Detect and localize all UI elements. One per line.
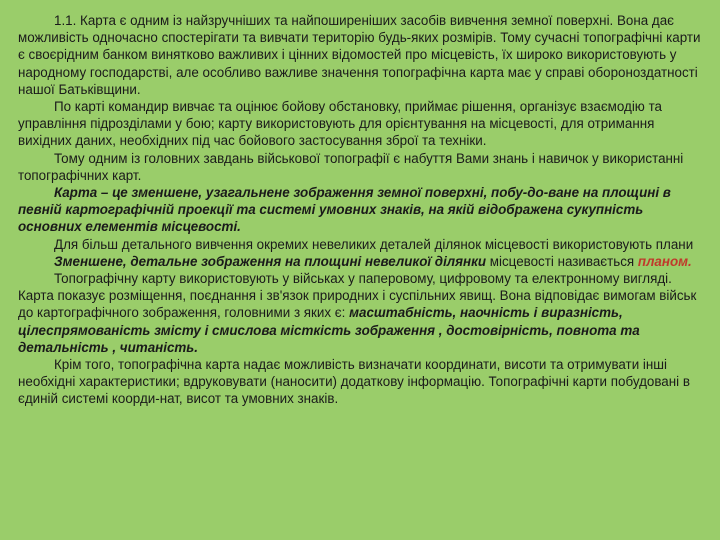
plan-term: планом. <box>637 253 692 269</box>
plan-definition-plain: місцевості називається <box>486 253 638 269</box>
paragraph-task: Тому одним із головних завдань військової топографії є набуття Вами знань і навичок у використанні топографічних карт. <box>18 150 684 183</box>
paragraph-map-usage <box>18 270 706 356</box>
slide-text <box>18 12 706 408</box>
paragraph-plan-definition <box>18 253 706 270</box>
map-usage-plain: Топографічну карту використовують у військах у паперовому, цифровому та електронному вигляді. Карта показує розміщення, поєднання і зв'язок природних і суспільних явищ. Вона відповідає вимогам військ до картографічного зображення, головними з яких є: <box>18 271 697 321</box>
paragraph-intro: 1.1. Карта є одним із найзручніших та найпоширеніших засобів вивчення земної поверхні. Вона дає можливість одночасно спостерігати та вивчати територію будь-яких розмірів. Тому сучасні топографічні карти є своєрідним банком винятково важливих і цінних відомостей про місцевість, їх широко використовують у народному господарстві, але особливо важливе значення топографічна карта має у справі обороноздатності нашої Батьківщини. <box>18 13 701 97</box>
paragraph-map-definition: Карта – це зменшене, узагальнене зображення земної поверхні, побу-до-ване на площині в певній картографічній проекції та системі умовних знаків, на якій відображена сукупність основних елементів місцевості. <box>18 185 671 235</box>
paragraph-plans: Для більш детального вивчення окремих невеликих деталей ділянок місцевості використовують плани <box>54 236 694 252</box>
plan-definition-bold: Зменшене, детальне зображення на площині невеликої ділянки <box>54 253 487 269</box>
paragraph-conclusion: Крім того, топографічна карта надає можливість визначати координати, висоти та отримувати інші необхідні характеристики; вдруковувати (наносити) додаткову інформацію. Топографічні карти побудовані в єдиній системі коорди-нат, висот та умовних знаків. <box>18 357 690 407</box>
paragraph-commander: По карті командир вивчає та оцінює бойову обстановку, приймає рішення, організує взаємодію та управління підрозділами у бою; карту використовують для орієнтування на місцевості, для отримання вихідних даних, необхідних під час бойового застосування зброї та техніки. <box>18 99 663 149</box>
map-usage-requirements: масштабність, наочність і виразність, цілеспрямованість змісту і смислова місткість зображення , достовірність, повнота та детальність , читаність. <box>18 305 640 355</box>
